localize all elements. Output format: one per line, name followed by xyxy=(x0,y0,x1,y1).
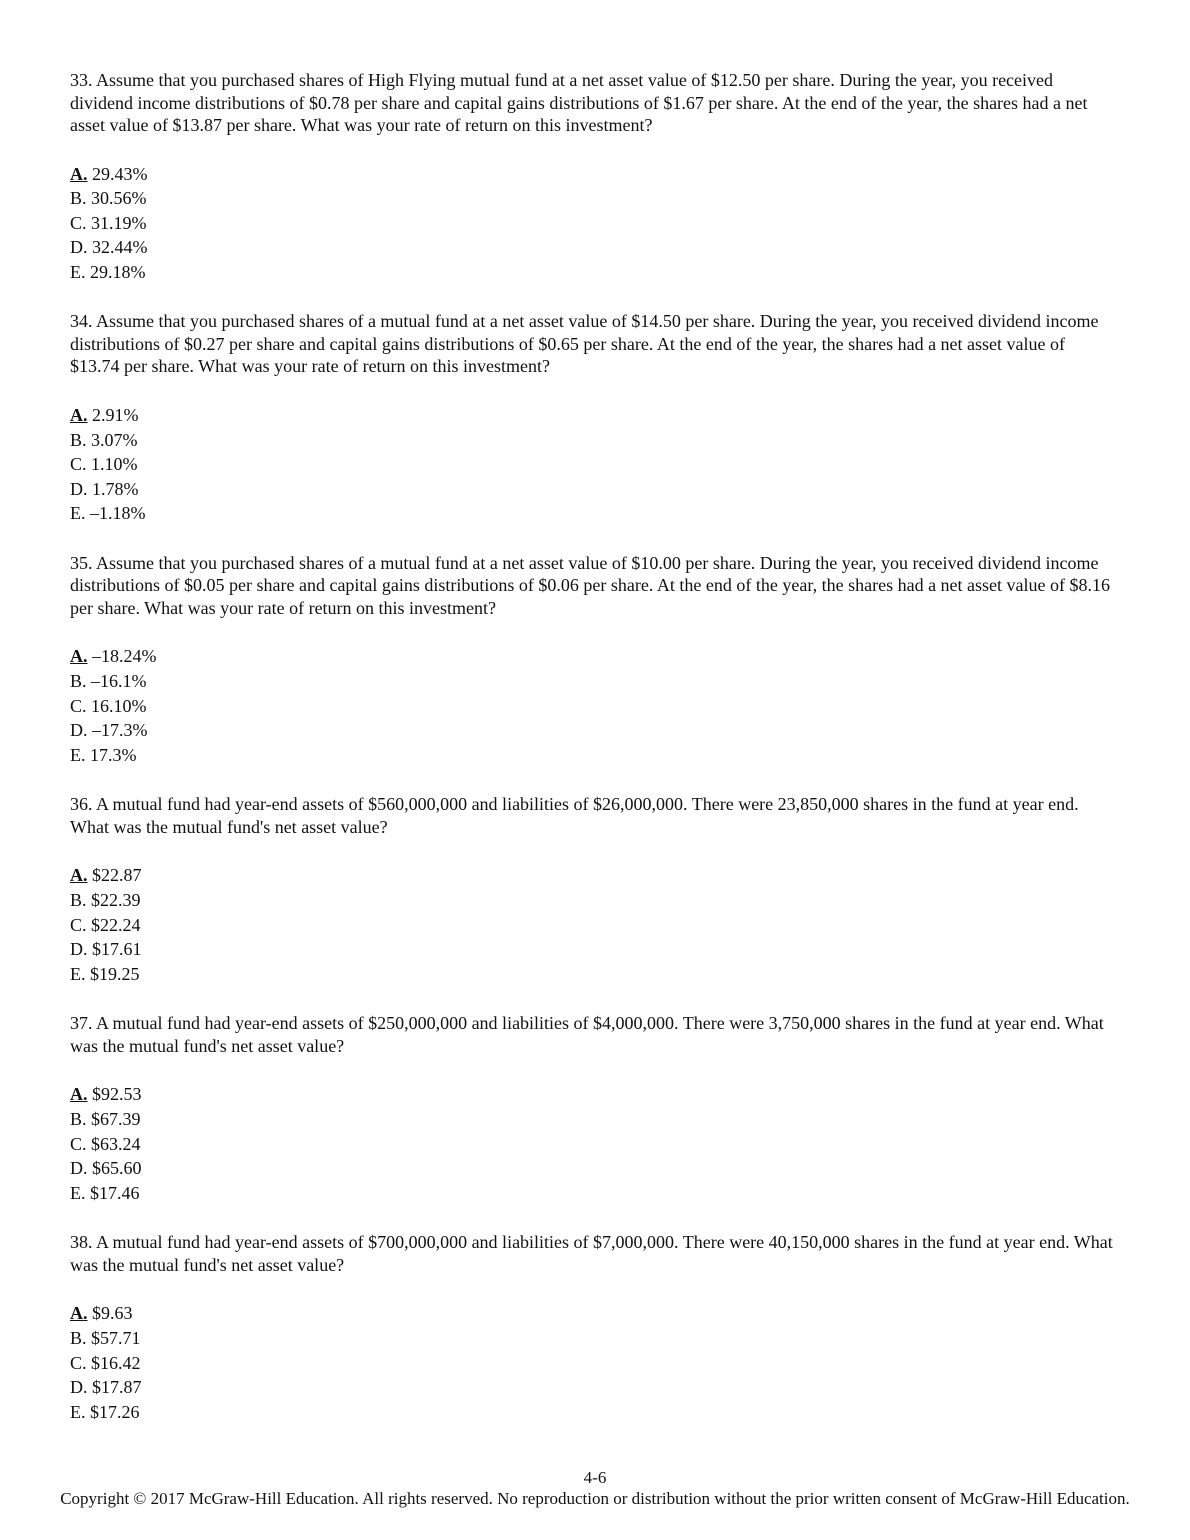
option-value: $63.24 xyxy=(91,1133,141,1154)
option-value: –16.1% xyxy=(91,671,147,692)
answer-option xyxy=(70,743,1118,768)
option-value: $19.25 xyxy=(90,963,140,984)
option-value: –17.3% xyxy=(92,720,148,741)
answer-options xyxy=(70,403,1118,526)
option-letter: B. xyxy=(70,1108,87,1129)
answer-options xyxy=(70,1082,1118,1205)
answer-option xyxy=(70,1132,1118,1157)
answer-option xyxy=(70,1156,1118,1181)
option-letter: E. xyxy=(70,744,86,765)
answer-options xyxy=(70,644,1118,767)
option-value: –1.18% xyxy=(90,503,146,524)
answer-options xyxy=(70,162,1118,285)
question-block xyxy=(70,69,1118,284)
answer-option xyxy=(70,937,1118,962)
answer-option xyxy=(70,1181,1118,1206)
option-value: 32.44% xyxy=(92,237,148,258)
answer-option-correct xyxy=(70,644,1118,669)
option-value: $17.87 xyxy=(92,1377,142,1398)
option-letter: D. xyxy=(70,939,88,960)
question-text: 36. A mutual fund had year-end assets of $560,000,000 and liabilities of $26,000,000. There were 23,850,000 shares in the fund at year end. What was the mutual fund's net asset value? xyxy=(70,794,1079,837)
option-value: 29.18% xyxy=(90,261,146,282)
answer-option xyxy=(70,235,1118,260)
option-value: $17.46 xyxy=(90,1182,140,1203)
answer-option xyxy=(70,1326,1118,1351)
option-letter: C. xyxy=(70,1352,87,1373)
option-letter: C. xyxy=(70,212,87,233)
option-value: 30.56% xyxy=(91,188,147,209)
option-value: 31.19% xyxy=(91,212,147,233)
answer-option xyxy=(70,718,1118,743)
answer-option xyxy=(70,1107,1118,1132)
option-value: $22.24 xyxy=(91,914,141,935)
option-value: $67.39 xyxy=(91,1108,141,1129)
option-letter: E. xyxy=(70,963,86,984)
option-value: 1.10% xyxy=(91,454,138,475)
option-value: $22.39 xyxy=(91,890,141,910)
answer-option xyxy=(70,1400,1118,1425)
option-value: 3.07% xyxy=(91,429,138,450)
answer-option-correct xyxy=(70,863,1118,888)
option-value: $92.53 xyxy=(92,1084,142,1105)
option-letter: D. xyxy=(70,1377,88,1398)
page-number: 4-6 xyxy=(583,1468,607,1487)
question-text: 37. A mutual fund had year-end assets of $250,000,000 and liabilities of $4,000,000. There were 3,750,000 shares in the fund at year end. What was the mutual fund's net asset value? xyxy=(70,1013,1104,1056)
option-value: 17.3% xyxy=(90,744,137,765)
option-value: $17.26 xyxy=(90,1401,140,1422)
option-value: –18.24% xyxy=(92,646,157,667)
question-block xyxy=(70,310,1118,525)
option-value: 1.78% xyxy=(92,478,139,499)
question-block xyxy=(70,1012,1118,1205)
option-letter: B. xyxy=(70,429,87,450)
option-letter: A. xyxy=(70,163,88,184)
option-letter: E. xyxy=(70,503,86,524)
option-value: $17.61 xyxy=(92,939,142,960)
question-text: 35. Assume that you purchased shares of a mutual fund at a net asset value of $10.00 per share. During the year, you received dividend income distributions of $0.05 per share and capital gains distributions of $0.06 per share. At the end of the year, the shares had a net asset value of $8.16 per share. What was your rate of return on this investment? xyxy=(70,552,1111,618)
option-letter: C. xyxy=(70,914,87,935)
answer-option xyxy=(70,477,1118,502)
option-letter: C. xyxy=(70,695,87,716)
option-letter: D. xyxy=(70,1158,88,1179)
option-letter: C. xyxy=(70,454,87,475)
question-text: 38. A mutual fund had year-end assets of $700,000,000 and liabilities of $7,000,000. There were 40,150,000 shares in the fund at year end. What was the mutual fund's net asset value? xyxy=(70,1232,1113,1275)
option-letter: D. xyxy=(70,478,88,499)
option-value: $65.60 xyxy=(92,1158,142,1179)
answer-option xyxy=(70,428,1118,453)
answer-option-correct xyxy=(70,1082,1118,1107)
answer-options xyxy=(70,863,1118,986)
answer-option xyxy=(70,888,1118,913)
answer-option xyxy=(70,501,1118,526)
option-value: $16.42 xyxy=(91,1352,141,1373)
option-letter: E. xyxy=(70,1182,86,1203)
option-value: 2.91% xyxy=(92,404,139,425)
answer-option-correct xyxy=(70,162,1118,187)
answer-option xyxy=(70,260,1118,285)
answer-option-correct xyxy=(70,1301,1118,1326)
option-value: $22.87 xyxy=(92,865,142,886)
answer-option xyxy=(70,913,1118,938)
answer-option-correct xyxy=(70,403,1118,428)
option-letter: E. xyxy=(70,1401,86,1422)
answer-option xyxy=(70,1351,1118,1376)
answer-option xyxy=(70,211,1118,236)
option-letter: A. xyxy=(70,865,88,886)
answer-option xyxy=(70,1375,1118,1400)
copyright-notice: Copyright © 2017 McGraw-Hill Education. All rights reserved. No reproduction or distribution without the prior written consent of McGraw-Hill Education. xyxy=(60,1489,1130,1508)
answer-option xyxy=(70,962,1118,987)
answer-options xyxy=(70,1301,1118,1424)
option-letter: B. xyxy=(70,1327,87,1348)
option-value: $57.71 xyxy=(91,1327,141,1348)
option-value: $9.63 xyxy=(92,1303,133,1324)
answer-option xyxy=(70,694,1118,719)
option-letter: B. xyxy=(70,890,87,910)
question-block xyxy=(70,1231,1118,1424)
option-letter: A. xyxy=(70,1084,88,1105)
answer-option xyxy=(70,669,1118,694)
option-letter: E. xyxy=(70,261,86,282)
option-letter: A. xyxy=(70,1303,88,1324)
question-block xyxy=(70,552,1118,767)
option-letter: B. xyxy=(70,188,87,209)
answer-option xyxy=(70,186,1118,211)
option-value: 16.10% xyxy=(91,695,147,716)
option-letter: D. xyxy=(70,237,88,258)
answer-option xyxy=(70,452,1118,477)
option-letter: C. xyxy=(70,1133,87,1154)
option-letter: A. xyxy=(70,404,88,425)
option-letter: D. xyxy=(70,720,88,741)
option-value: 29.43% xyxy=(92,163,148,184)
question-block xyxy=(70,793,1118,986)
question-text: 33. Assume that you purchased shares of High Flying mutual fund at a net asset value of $12.50 per share. During the year, you received dividend income distributions of $0.78 per share and capital gains distributions of $1.67 per share. At the end of the year, the shares had a net asset value of $13.87 per share. What was your rate of return on this investment? xyxy=(70,70,1088,135)
option-letter: A. xyxy=(70,646,88,667)
option-letter: B. xyxy=(70,671,87,692)
question-list xyxy=(70,69,1118,1450)
question-text: 34. Assume that you purchased shares of a mutual fund at a net asset value of $14.50 per share. During the year, you received dividend income distributions of $0.27 per share and capital gains distributions of $0.65 per share. At the end of the year, the shares had a net asset value of $13.74 per share. What was your rate of return on this investment? xyxy=(70,311,1099,377)
